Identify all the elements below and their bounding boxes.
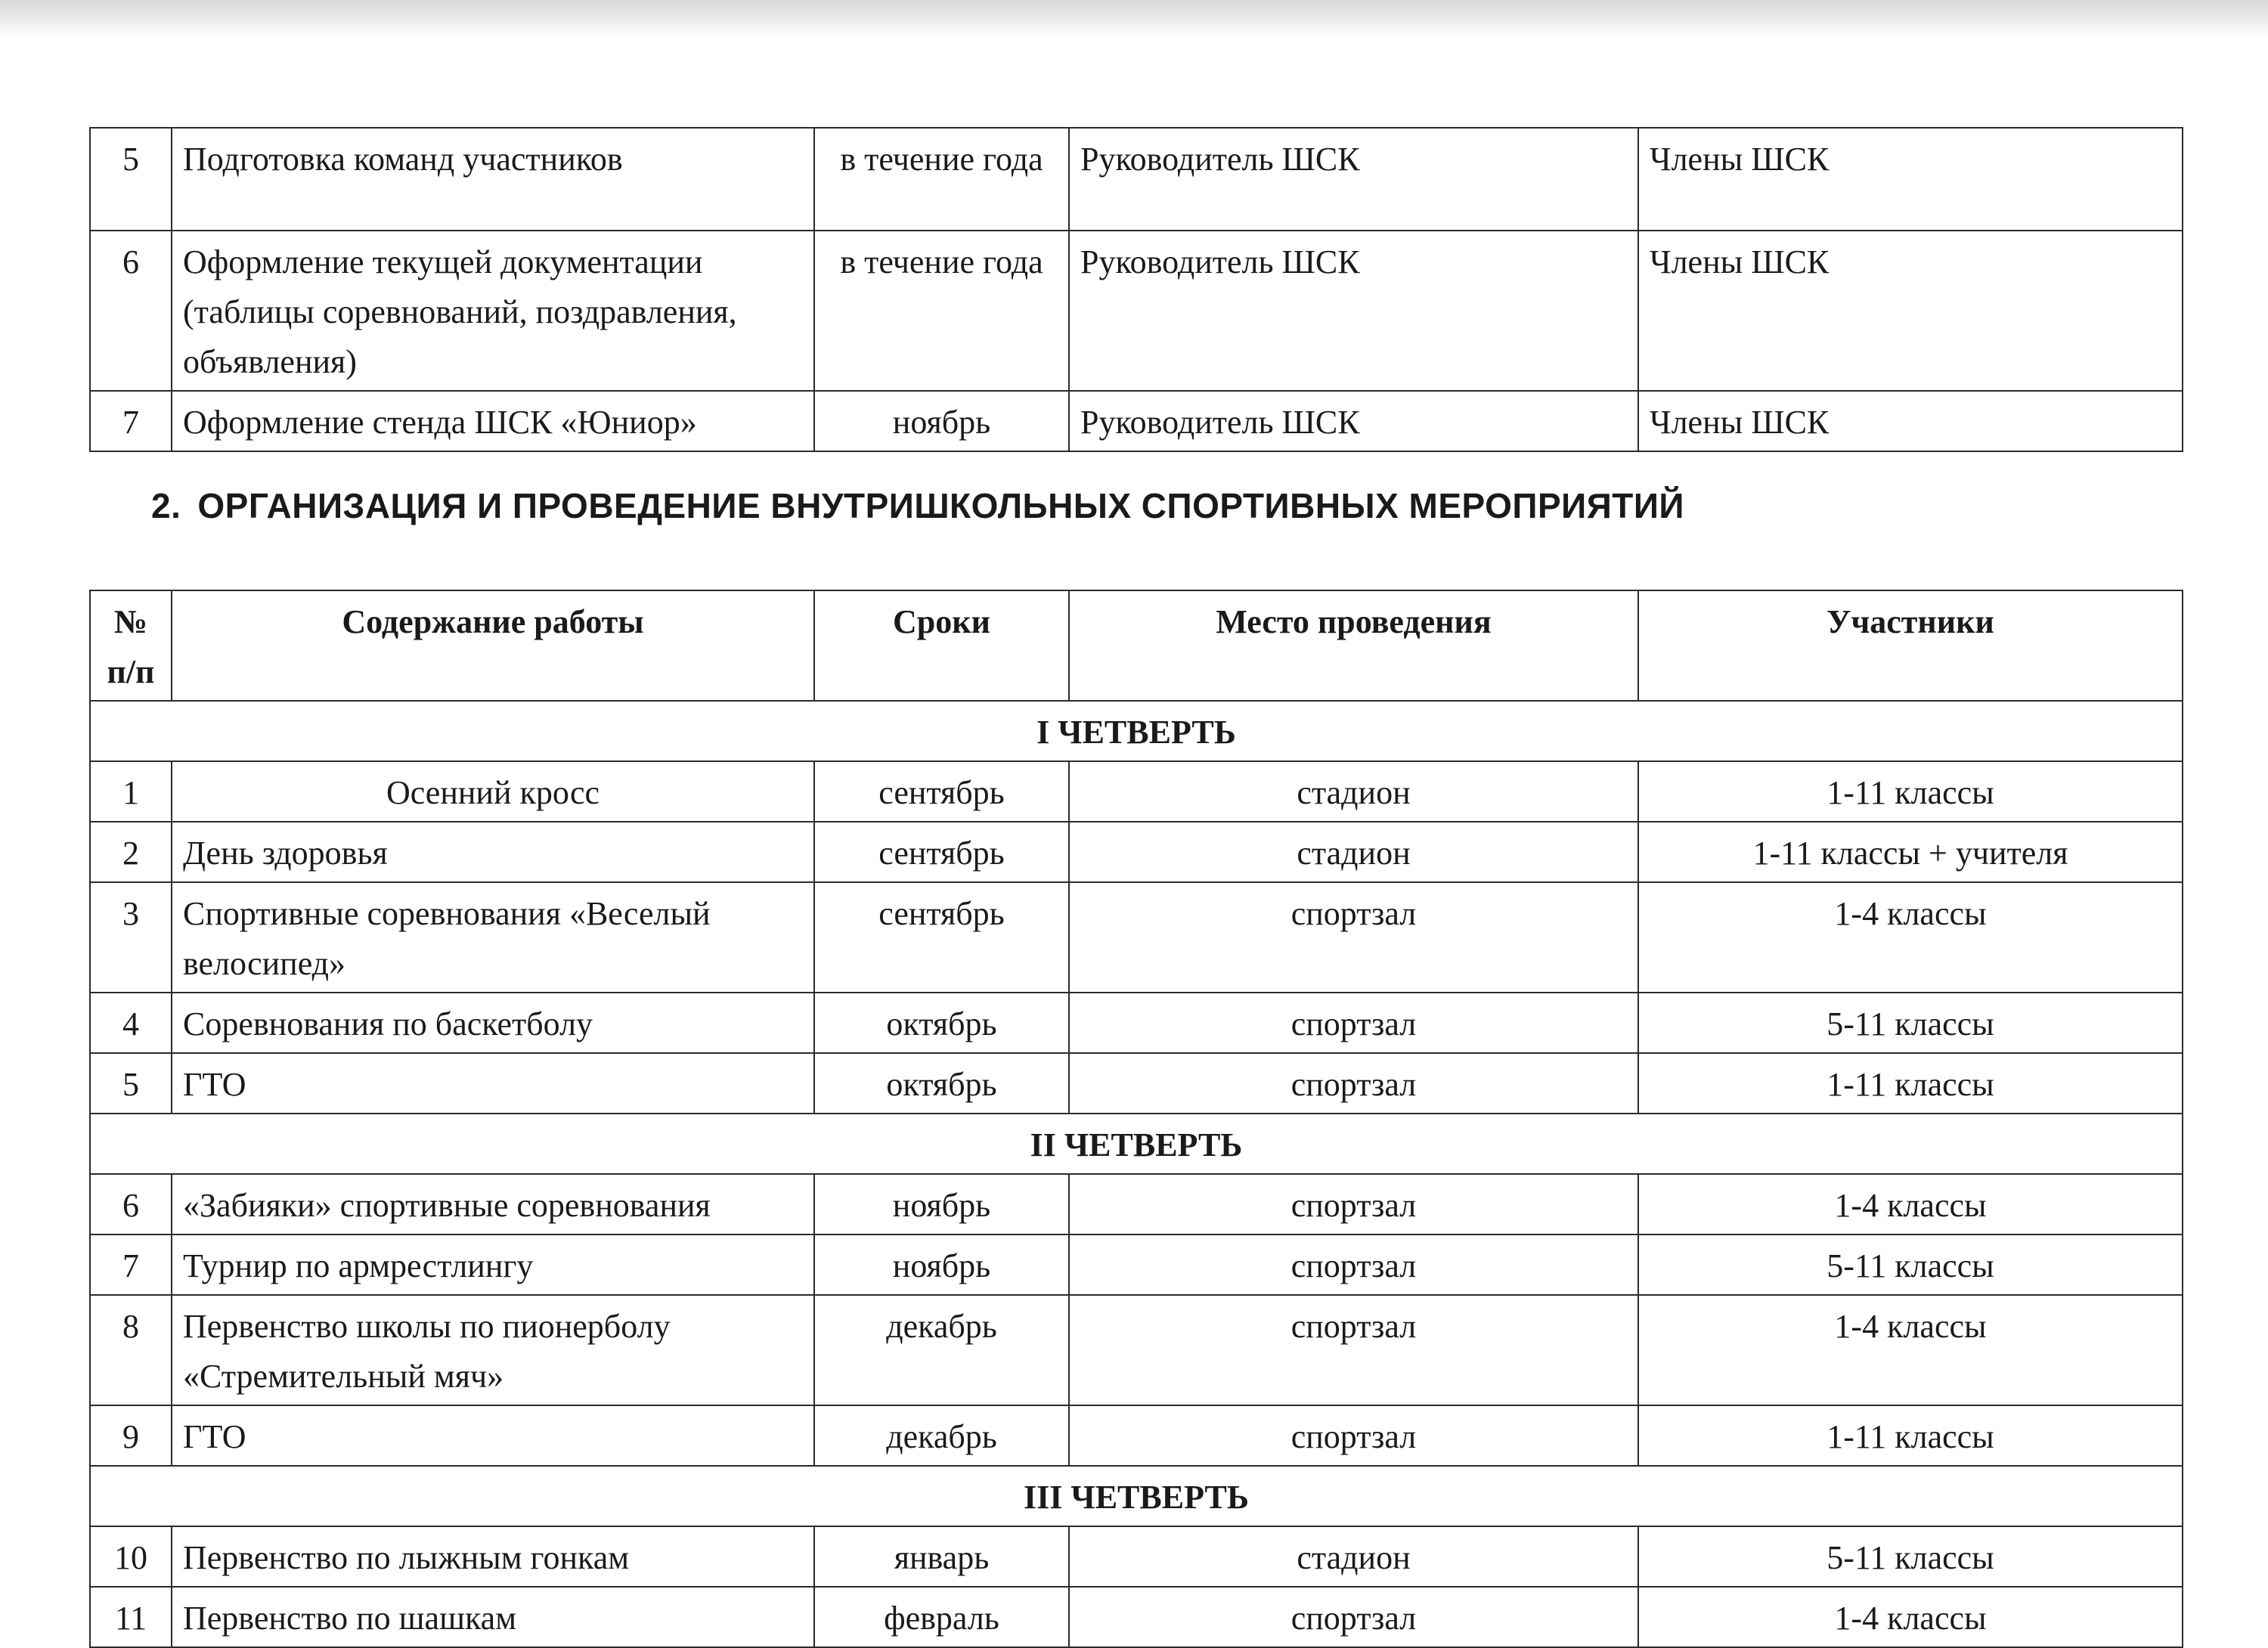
section-number: 2. (151, 486, 181, 525)
row-number: 9 (90, 1405, 172, 1466)
row-participants: 5-11 классы (1638, 1234, 2183, 1295)
table-row (90, 1053, 2183, 1114)
row-number: 11 (90, 1587, 172, 1647)
row-content: Первенство школы по пионерболу «Стремительный мяч» (172, 1295, 814, 1405)
row-content: Оформление стенда ШСК «Юниор» (172, 391, 814, 451)
row-term: в течение года (814, 128, 1069, 231)
table-row (90, 128, 2183, 231)
row-participants: 5-11 классы (1638, 993, 2183, 1053)
events-table (89, 590, 2183, 1648)
row-number: 8 (90, 1295, 172, 1405)
row-term: сентябрь (814, 882, 1069, 993)
row-number: 1 (90, 761, 172, 822)
table-row (90, 231, 2183, 391)
row-responsible: Руководитель ШСК (1069, 128, 1638, 231)
table-row (90, 993, 2183, 1053)
table-row (90, 1295, 2183, 1405)
row-place: стадион (1069, 822, 1638, 882)
row-content: Подготовка команд участников (172, 128, 814, 231)
row-number: 7 (90, 1234, 172, 1295)
row-content: Оформление текущей документации (таблицы соревнований, поздравления, объявления) (172, 231, 814, 391)
row-place: спортзал (1069, 1053, 1638, 1114)
row-participants: Члены ШСК (1638, 391, 2183, 451)
row-term: октябрь (814, 1053, 1069, 1114)
table-row (90, 1405, 2183, 1466)
row-number: 6 (90, 1174, 172, 1234)
row-place: стадион (1069, 761, 1638, 822)
row-number: 3 (90, 882, 172, 993)
row-term: октябрь (814, 993, 1069, 1053)
row-place: спортзал (1069, 882, 1638, 993)
table-header-row (90, 590, 2183, 701)
row-number: 10 (90, 1526, 172, 1587)
row-place: спортзал (1069, 1295, 1638, 1405)
plan-table-continued (89, 127, 2183, 452)
section-heading (151, 485, 1684, 526)
header-content: Содержание работы (172, 590, 814, 701)
row-responsible: Руководитель ШСК (1069, 391, 1638, 451)
table-row (90, 1234, 2183, 1295)
header-term: Сроки (814, 590, 1069, 701)
row-content: День здоровья (172, 822, 814, 882)
row-responsible: Руководитель ШСК (1069, 231, 1638, 391)
row-term: декабрь (814, 1405, 1069, 1466)
row-participants: Члены ШСК (1638, 128, 2183, 231)
row-participants: 1-4 классы (1638, 1295, 2183, 1405)
row-place: спортзал (1069, 1405, 1638, 1466)
quarter-label: III ЧЕТВЕРТЬ (90, 1466, 2183, 1526)
row-number: 2 (90, 822, 172, 882)
row-content: Первенство по шашкам (172, 1587, 814, 1647)
row-participants: 5-11 классы (1638, 1526, 2183, 1587)
row-term: январь (814, 1526, 1069, 1587)
row-place: спортзал (1069, 1174, 1638, 1234)
row-number: 5 (90, 128, 172, 231)
section-title-text: ОРГАНИЗАЦИЯ И ПРОВЕДЕНИЕ ВНУТРИШКОЛЬНЫХ СПОРТИВНЫХ МЕРОПРИЯТИЙ (197, 486, 1684, 525)
header-place: Место проведения (1069, 590, 1638, 701)
row-term: в течение года (814, 231, 1069, 391)
row-content: Первенство по лыжным гонкам (172, 1526, 814, 1587)
row-term: ноябрь (814, 391, 1069, 451)
row-term: февраль (814, 1587, 1069, 1647)
table-row (90, 1587, 2183, 1647)
table-row (90, 391, 2183, 451)
quarter-row (90, 1114, 2183, 1174)
quarter-label: II ЧЕТВЕРТЬ (90, 1114, 2183, 1174)
row-participants: 1-4 классы (1638, 1174, 2183, 1234)
row-participants: 1-4 классы (1638, 882, 2183, 993)
row-participants: Члены ШСК (1638, 231, 2183, 391)
row-term: сентябрь (814, 761, 1069, 822)
row-place: спортзал (1069, 1587, 1638, 1647)
quarter-label: I ЧЕТВЕРТЬ (90, 701, 2183, 761)
row-content: Осенний кросс (172, 761, 814, 822)
table-row (90, 1174, 2183, 1234)
row-content: ГТО (172, 1053, 814, 1114)
row-number: 5 (90, 1053, 172, 1114)
row-term: ноябрь (814, 1234, 1069, 1295)
row-number: 7 (90, 391, 172, 451)
table-row (90, 1526, 2183, 1587)
header-participants: Участники (1638, 590, 2183, 701)
quarter-row (90, 701, 2183, 761)
row-content: «Забияки» спортивные соревнования (172, 1174, 814, 1234)
row-place: стадион (1069, 1526, 1638, 1587)
row-content: ГТО (172, 1405, 814, 1466)
row-place: спортзал (1069, 993, 1638, 1053)
row-participants: 1-11 классы (1638, 1053, 2183, 1114)
table-row (90, 882, 2183, 993)
scan-edge-shadow (0, 0, 2268, 38)
row-term: декабрь (814, 1295, 1069, 1405)
row-participants: 1-4 классы (1638, 1587, 2183, 1647)
row-number: 4 (90, 993, 172, 1053)
row-term: ноябрь (814, 1174, 1069, 1234)
row-content: Спортивные соревнования «Веселый велосипед» (172, 882, 814, 993)
row-content: Турнир по армрестлингу (172, 1234, 814, 1295)
row-participants: 1-11 классы (1638, 761, 2183, 822)
row-term: сентябрь (814, 822, 1069, 882)
row-place: спортзал (1069, 1234, 1638, 1295)
row-participants: 1-11 классы (1638, 1405, 2183, 1466)
row-participants: 1-11 классы + учителя (1638, 822, 2183, 882)
row-content: Соревнования по баскетболу (172, 993, 814, 1053)
header-num: № п/п (90, 590, 172, 701)
quarter-row (90, 1466, 2183, 1526)
table-row (90, 761, 2183, 822)
table-row (90, 822, 2183, 882)
row-number: 6 (90, 231, 172, 391)
